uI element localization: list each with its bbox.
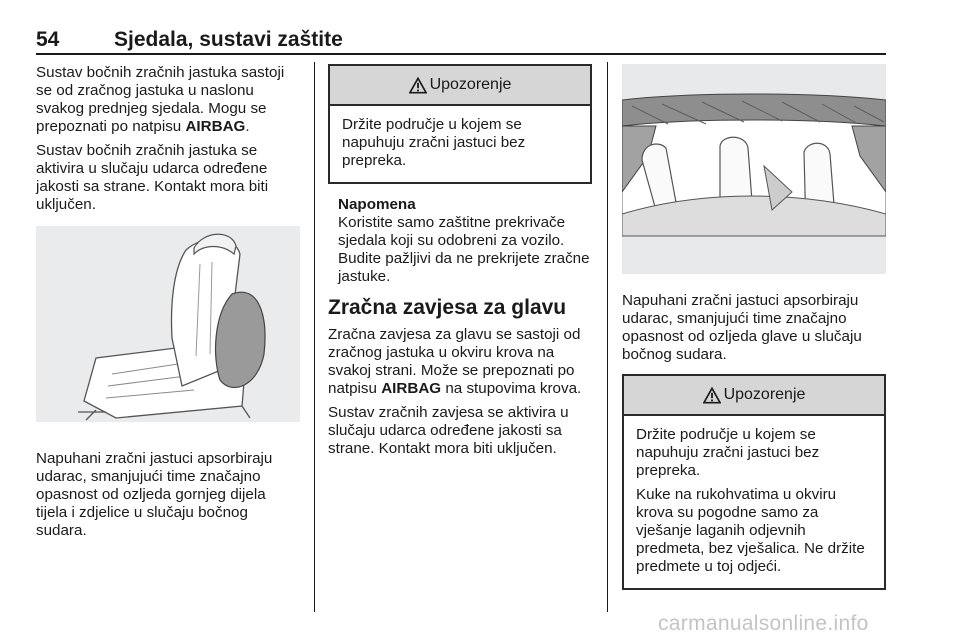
warning-header	[624, 376, 884, 416]
curtain-airbag-heading: Zračna zavjesa za glavu	[328, 296, 567, 319]
watermark: carmanualsonline.info	[658, 612, 869, 635]
warning-header	[330, 66, 590, 106]
warning-body	[330, 106, 590, 182]
seat-airbag-caption: Napuhani zračni jastuci apsorbiraju udarac, smanjujući time značajno opasnost od ozljeda gornjeg dijela tijela i zdjelice u slučaju bočnog sudara.	[36, 450, 273, 539]
column-1	[36, 64, 300, 546]
page-number: 54	[36, 28, 60, 51]
column-divider-2	[607, 62, 608, 612]
note-text: Koristite samo zaštitne prekrivače sjedala koji su odobreni za vozilo. Budite pažljivi da ne prekrijete zračne jastuke.	[338, 214, 590, 285]
side-airbag-activation-paragraph: Sustav bočnih zračnih jastuka se aktivira u slučaju udarca određene jakosti sa strane. Kontakt mora biti uključen.	[36, 142, 269, 213]
header-rule	[36, 53, 886, 55]
column-divider-1	[314, 62, 315, 612]
seat-airbag-illustration	[36, 226, 300, 422]
column-2	[328, 64, 592, 464]
page-header	[36, 28, 886, 52]
side-airbag-paragraph: Sustav bočnih zračnih jastuka sastoji se od zračnog jastuka u naslonu svakog prednjeg sjedala. Mogu se prepoznati po natpisu AIRBAG.	[36, 64, 285, 135]
section-title: Sjedala, sustavi zaštite	[114, 28, 343, 51]
curtain-airbag-illustration	[622, 64, 886, 274]
curtain-airbag-paragraph: Zračna zavjesa za glavu se sastoji od zračnog jastuka u okviru krova na svakoj strani. Može se prepoznati po natpisu AIRBAG na stupovima krova.	[328, 326, 582, 397]
airbag-label: AIRBAG	[381, 380, 442, 397]
note-title: Napomena	[338, 196, 416, 213]
warning-body	[624, 416, 884, 588]
warning-text: Držite područje u kojem se napuhuju zračni jastuci bez prepreka.	[342, 116, 526, 169]
warning-box	[622, 374, 886, 590]
warning-text: Držite područje u kojem se napuhuju zračni jastuci bez prepreka.	[636, 426, 820, 479]
warning-title: Upozorenje	[429, 76, 512, 93]
airbag-label: AIRBAG	[185, 118, 246, 135]
warning-box	[328, 64, 592, 184]
column-3	[622, 64, 886, 590]
warning-triangle-icon	[703, 387, 721, 404]
curtain-airbag-activation-paragraph: Sustav zračnih zavjesa se aktivira u slučaju udarca određene jakosti sa strane. Kontakt mora biti uključen.	[328, 404, 569, 457]
warning-title: Upozorenje	[723, 386, 806, 403]
warning-triangle-icon	[409, 77, 427, 94]
warning-hooks-text: Kuke na rukohvatima u okviru krova su pogodne samo za vješanje laganih odjevnih predmeta, bez vješalica. Ne držite predmete u toj odjeći.	[636, 486, 865, 575]
curtain-airbag-caption: Napuhani zračni jastuci apsorbiraju udarac, smanjujući time značajno opasnost od ozljeda glave u slučaju bočnog sudara.	[622, 292, 862, 363]
